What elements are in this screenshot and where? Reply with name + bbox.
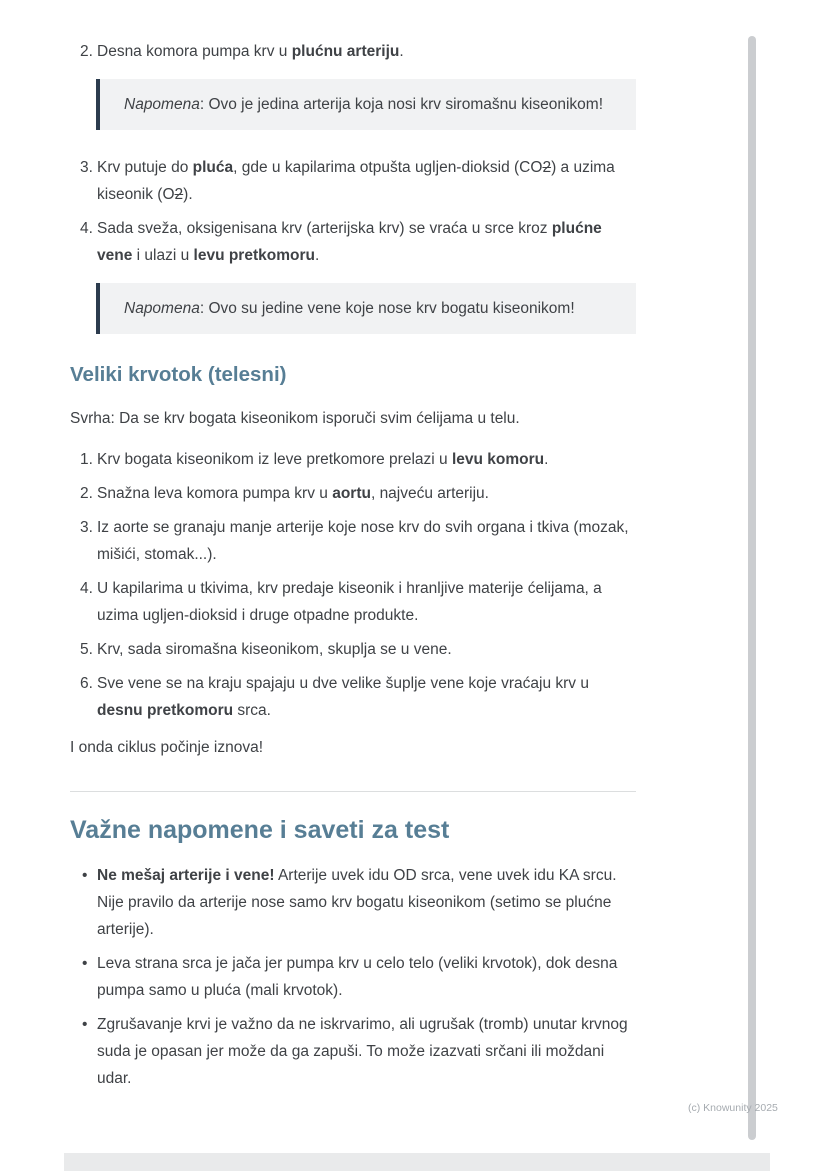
ordered-list-item (70, 215, 636, 269)
list-item-text (97, 446, 636, 473)
list-item-text (97, 950, 636, 1004)
list-number: 3. (80, 519, 93, 536)
ordered-list (70, 154, 636, 269)
text-segment: , gde u kapilarima otpušta ugljen-dioksid (CO (233, 159, 543, 176)
list-item-text (97, 480, 636, 507)
list-number: 6. (80, 675, 93, 692)
ordered-list-item (70, 636, 636, 663)
text-segment: I onda ciklus počinje iznova! (70, 739, 264, 756)
text-segment: : Ovo su jedine vene koje nose krv bogatu kiseonikom! (199, 300, 575, 317)
list-item-text (97, 862, 636, 943)
ordered-list-item (70, 38, 636, 65)
text-segment: Snažna leva komora pumpa krv u (97, 485, 333, 502)
note-text (124, 295, 610, 322)
text-segment: levu komoru (451, 451, 545, 468)
text-segment: Svrha: Da se krv bogata kiseonikom isporuči svim ćelijama u telu. (70, 410, 520, 427)
ordered-list (70, 446, 636, 724)
text-segment: levu pretkomoru (193, 247, 315, 264)
text-segment: Ne mešaj arterije i vene! (97, 867, 275, 884)
subsection-heading: Veliki krvotok (telesni) (70, 363, 287, 386)
text-segment: 2 (174, 186, 184, 203)
text-segment: . (544, 451, 549, 468)
bullet-list (70, 862, 636, 1092)
list-item-text (97, 154, 636, 208)
section-heading: Važne napomene i saveti za test (70, 816, 450, 844)
list-item-text (97, 636, 636, 663)
bullet-list-item (70, 950, 636, 1004)
list-item-text (97, 575, 636, 629)
list-number: 2. (80, 485, 93, 502)
text-segment: Napomena (124, 96, 200, 113)
ordered-list-item (70, 446, 636, 473)
bullet-list-item (70, 862, 636, 943)
text-segment: ) a uzima kiseonik (O (97, 159, 615, 203)
text-segment: pluća (192, 159, 234, 176)
list-item-text (97, 670, 636, 724)
text-segment: Iz aorte se granaju manje arterije koje nose krv do svih organa i tkiva (mozak, mišići, stomak...). (97, 519, 629, 563)
text-segment: ). (183, 186, 193, 203)
text-segment: i ulazi u (132, 247, 194, 264)
text-segment: Desna komora pumpa krv u (97, 43, 292, 60)
bullet-icon: • (82, 1016, 88, 1033)
ordered-list-item (70, 575, 636, 629)
text-segment: Krv putuje do (97, 159, 193, 176)
text-segment: Leva strana srca je jača jer pumpa krv u celo telo (veliki krvotok), dok desna pumpa samo u pluća (mali krvotok). (97, 955, 618, 999)
text-segment: Sada sveža, oksigenisana krv (arterijska krv) se vraća u srce kroz (97, 220, 552, 237)
note-callout (96, 79, 636, 130)
section-divider (70, 791, 636, 792)
list-item-text (97, 1011, 636, 1092)
text-segment: Napomena (124, 300, 200, 317)
text-segment: desnu pretkomoru (97, 702, 234, 719)
scrollbar-thumb[interactable] (748, 36, 756, 1140)
text-segment: srca. (233, 702, 271, 719)
ordered-list-item (70, 480, 636, 507)
paragraph (70, 734, 636, 761)
text-segment: aortu (332, 485, 371, 502)
text-segment: Krv bogata kiseonikom iz leve pretkomore prelazi u (97, 451, 452, 468)
text-segment: . (314, 247, 320, 264)
paragraph (70, 405, 636, 432)
document-body (70, 38, 636, 1099)
text-segment: plućne vene (97, 220, 602, 264)
note-callout (96, 283, 636, 334)
copyright-footer: (c) Knowunity 2025 (688, 1102, 778, 1114)
text-segment: : Ovo je jedina arterija koja nosi krv siromašnu kiseonikom! (199, 96, 603, 113)
ordered-list-item (70, 670, 636, 724)
list-number: 1. (80, 451, 93, 468)
list-item-text (97, 514, 636, 568)
list-number: 2. (80, 43, 93, 60)
text-segment: Krv, sada siromašna kiseonikom, skuplja se u vene. (97, 641, 452, 658)
list-number: 4. (80, 580, 93, 597)
list-item-text (97, 38, 636, 65)
list-item-text (97, 215, 636, 269)
text-segment: U kapilarima u tkivima, krv predaje kiseonik i hranljive materije ćelijama, a uzima ugljen-dioksid i druge otpadne produkte. (97, 580, 602, 624)
text-segment: , najveću arteriju. (370, 485, 489, 502)
text-segment: Sve vene se na kraju spajaju u dve velike šuplje vene koje vraćaju krv u (97, 675, 589, 692)
bullet-icon: • (82, 955, 88, 972)
bullet-icon: • (82, 867, 88, 884)
list-number: 5. (80, 641, 93, 658)
bullet-list-item (70, 1011, 636, 1092)
page-bottom-gap (64, 1153, 770, 1171)
text-segment: Zgrušavanje krvi je važno da ne iskrvarimo, ali ugrušak (tromb) unutar krvnog suda je opasan jer može da ga zapuši. To može izazvati srčani ili moždani udar. (97, 1016, 628, 1087)
list-number: 4. (80, 220, 93, 237)
ordered-list (70, 38, 636, 65)
text-segment: plućnu arteriju (291, 43, 400, 60)
list-number: 3. (80, 159, 93, 176)
text-segment: 2 (542, 159, 552, 176)
ordered-list-item (70, 154, 636, 208)
text-segment: . (399, 43, 404, 60)
text-segment: Arterije uvek idu OD srca, vene uvek idu KA srcu. Nije pravilo da arterije nose samo krv bogatu kiseonikom (setimo se plućne arterije). (97, 867, 617, 938)
ordered-list-item (70, 514, 636, 568)
note-text (124, 91, 610, 118)
